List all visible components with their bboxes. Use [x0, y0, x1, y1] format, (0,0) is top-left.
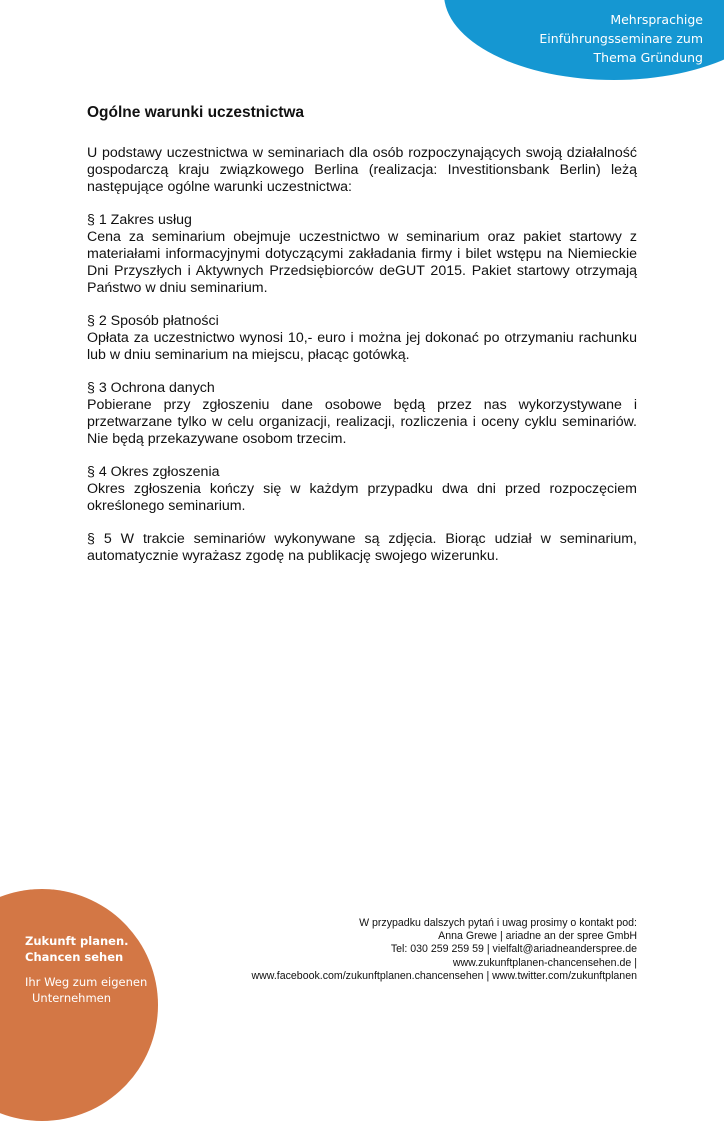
section-2	[87, 313, 637, 364]
section-heading: § 1 Zakres usług	[87, 212, 192, 228]
logo	[25, 933, 147, 1006]
document-body	[87, 103, 637, 581]
logo-subline: Unternehmen	[32, 991, 112, 1005]
footer-line: www.facebook.com/zukunftplanen.chancensehen | www.twitter.com/zukunftplanen	[251, 969, 637, 982]
footer-line: www.zukunftplanen-chancensehen.de |	[452, 956, 637, 969]
footer-line: Anna Grewe | ariadne an der spree GmbH	[438, 930, 637, 943]
section-body: Opłata za uczestnictwo wynosi 10,- euro i można jej dokonać po otrzymaniu rachunku lub w dniu seminarium na miejscu, płacąc gotówką.	[87, 330, 637, 363]
section-4	[87, 464, 637, 515]
document-title: Ogólne warunki uczestnictwa	[87, 104, 305, 121]
footer-line: Tel: 030 259 259 59 | vielfalt@ariadneanderspree.de	[390, 943, 637, 956]
footer-line: W przypadku dalszych pytań i uwag prosimy o kontakt pod:	[359, 917, 637, 929]
intro-paragraph: U podstawy uczestnictwa w seminariach dla osób rozpoczynających swoją działalność gospodarczą kraju związkowego Berlina (realizacja: Investitionsbank Berlin) leżą następujące ogólne warunki uczestnictwa:	[87, 145, 637, 195]
logo-slogan-line: Zukunft planen.	[25, 934, 129, 948]
section-heading: § 4 Okres zgłoszenia	[87, 464, 220, 480]
section-heading: § 2 Sposób płatności	[87, 313, 219, 329]
logo-slogan-line: Chancen sehen	[25, 950, 124, 964]
section-5: § 5 W trakcie seminariów wykonywane są zdjęcia. Biorąc udział w seminarium, automatycznie wyrażasz zgodę na publikację swojego wizerunku.	[87, 531, 637, 564]
section-1	[87, 212, 637, 297]
section-body: Pobierane przy zgłoszeniu dane osobowe będą przez nas wykorzystywane i przetwarzane tylko w celu organizacji, realizacji, rozliczenia i oceny cyklu seminariów. Nie będą przekazywane osobom trzecim.	[87, 397, 637, 447]
logo-subline: Ihr Weg zum eigenen	[25, 975, 148, 989]
contact-footer	[251, 917, 637, 983]
section-heading: § 3 Ochrona danych	[87, 380, 215, 396]
header-tagline-line: Thema Gründung	[593, 50, 703, 65]
section-3	[87, 380, 637, 448]
header-tagline	[539, 10, 703, 67]
header-tagline-line: Einführungsseminare zum	[539, 31, 703, 46]
section-body: Cena za seminarium obejmuje uczestnictwo w seminarium oraz pakiet startowy z materiałami informacyjnymi dotyczącymi zakładania firmy i bilet wstępu na Niemieckie Dni Przyszłych i Aktywnych Przedsiębiorców deGUT 2015. Pakiet startowy otrzymają Państwo w dniu seminarium.	[87, 229, 637, 296]
section-body: Okres zgłoszenia kończy się w każdym przypadku dwa dni przed rozpoczęciem określonego seminarium.	[87, 481, 637, 514]
header-tagline-line: Mehrsprachige	[610, 12, 703, 27]
